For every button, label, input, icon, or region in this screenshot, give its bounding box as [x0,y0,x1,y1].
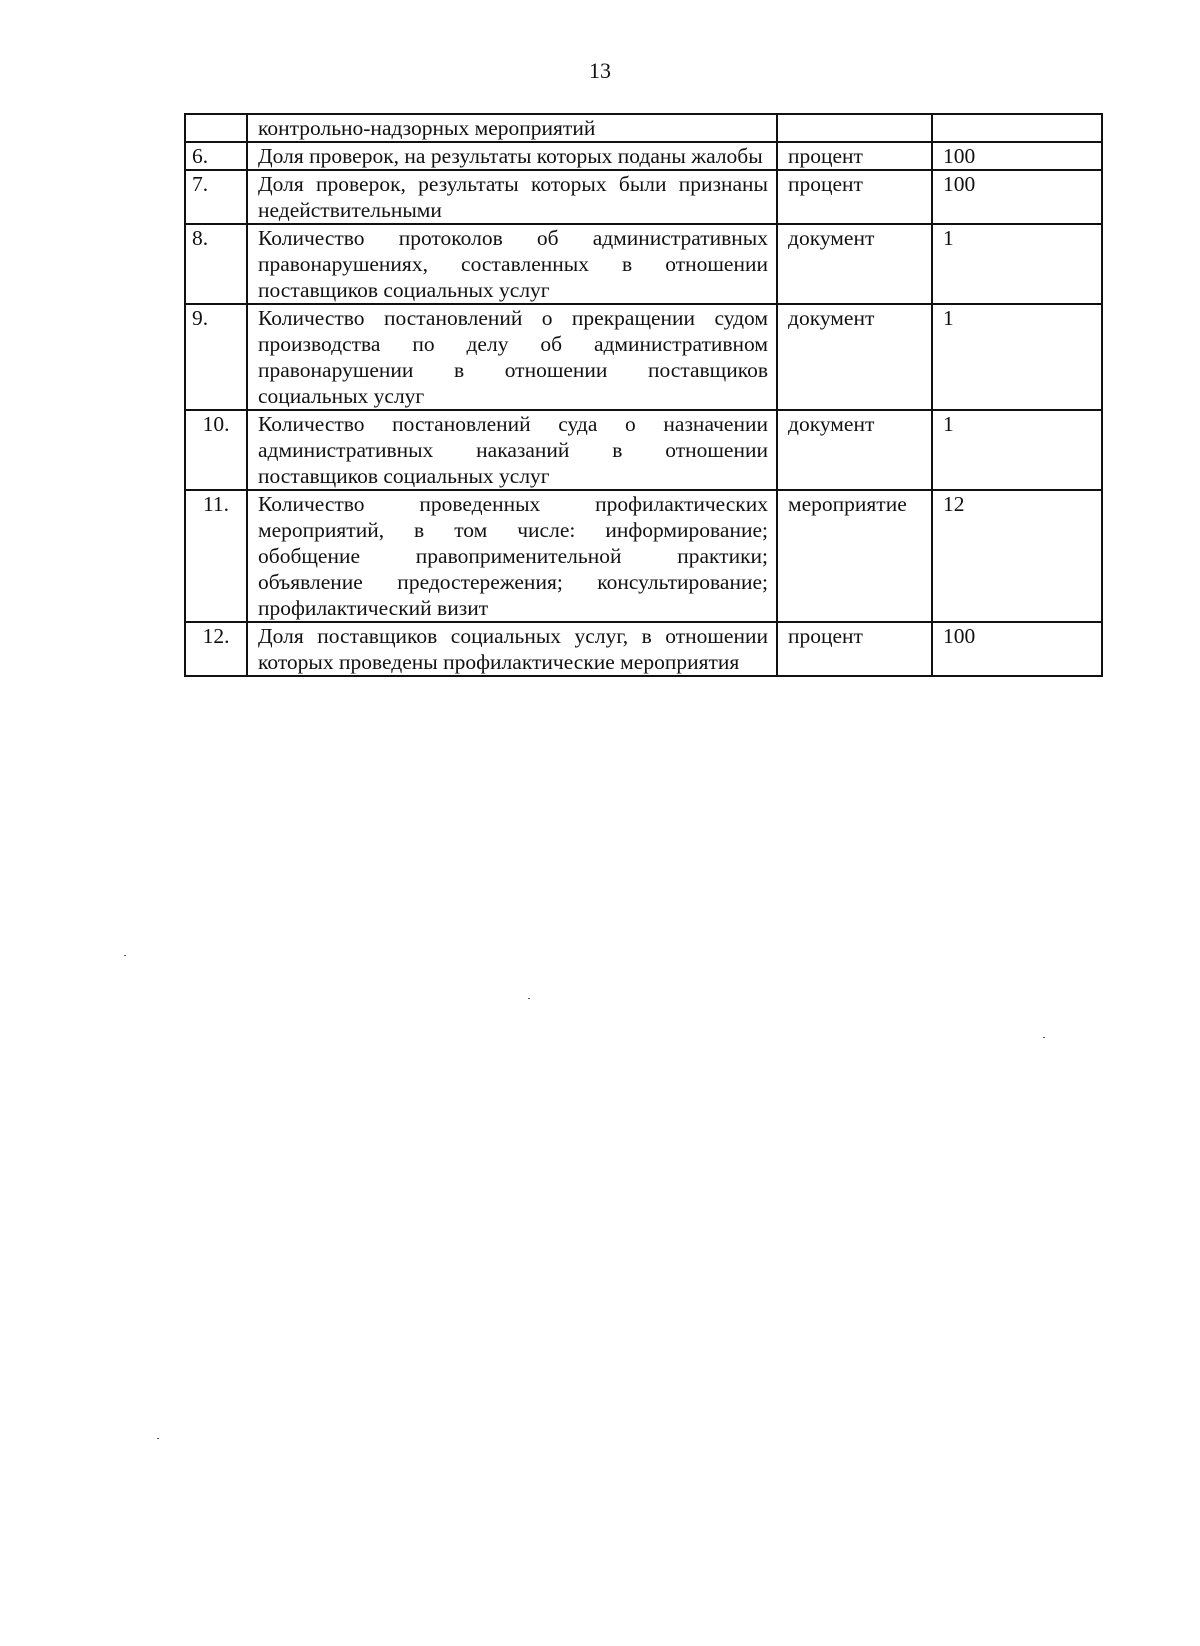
table-row [185,622,1102,676]
unit-of-measure: документ [777,224,932,304]
target-value: 100 [932,170,1102,224]
scan-speck [528,998,530,999]
unit-of-measure: процент [777,170,932,224]
unit-of-measure: документ [777,410,932,490]
row-number: 11. [185,490,247,622]
indicator-name: контрольно-надзорных мероприятий [247,114,777,142]
unit-of-measure: мероприятие [777,490,932,622]
row-number: 12. [185,622,247,676]
table-row [185,170,1102,224]
indicator-name: Доля проверок, результаты которых были признаны недействительными [247,170,777,224]
target-value [932,114,1102,142]
unit-of-measure: документ [777,304,932,410]
indicator-name: Количество проведенных профилактических мероприятий, в том числе: информирование; обобщение правоприменительной практики; объявление предостережения; консультирование; профилактический визит [247,490,777,622]
row-number: 10. [185,410,247,490]
unit-of-measure [777,114,932,142]
target-value: 100 [932,142,1102,170]
indicator-name: Доля проверок, на результаты которых поданы жалобы [247,142,777,170]
row-number [185,114,247,142]
target-value: 12 [932,490,1102,622]
indicator-name: Количество протоколов об административных правонарушениях, составленных в отношении поставщиков социальных услуг [247,224,777,304]
table-row [185,142,1102,170]
scan-speck [157,1438,159,1439]
scan-speck [124,955,126,956]
page-number: 13 [589,58,611,83]
scan-speck [1043,1037,1045,1038]
target-value: 1 [932,410,1102,490]
row-number: 7. [185,170,247,224]
indicator-name: Доля поставщиков социальных услуг, в отношении которых проведены профилактические мероприятия [247,622,777,676]
indicator-name: Количество постановлений о прекращении судом производства по делу об административном правонарушении в отношении поставщиков социальных услуг [247,304,777,410]
table-row [185,224,1102,304]
target-value: 100 [932,622,1102,676]
unit-of-measure: процент [777,142,932,170]
indicator-name: Количество постановлений суда о назначении административных наказаний в отношении поставщиков социальных услуг [247,410,777,490]
row-number: 9. [185,304,247,410]
table-row [185,410,1102,490]
target-value: 1 [932,224,1102,304]
table-row [185,490,1102,622]
row-number: 6. [185,142,247,170]
indicators-table [184,113,1101,677]
target-value: 1 [932,304,1102,410]
unit-of-measure: процент [777,622,932,676]
row-number: 8. [185,224,247,304]
table-row [185,304,1102,410]
table-row [185,114,1102,142]
